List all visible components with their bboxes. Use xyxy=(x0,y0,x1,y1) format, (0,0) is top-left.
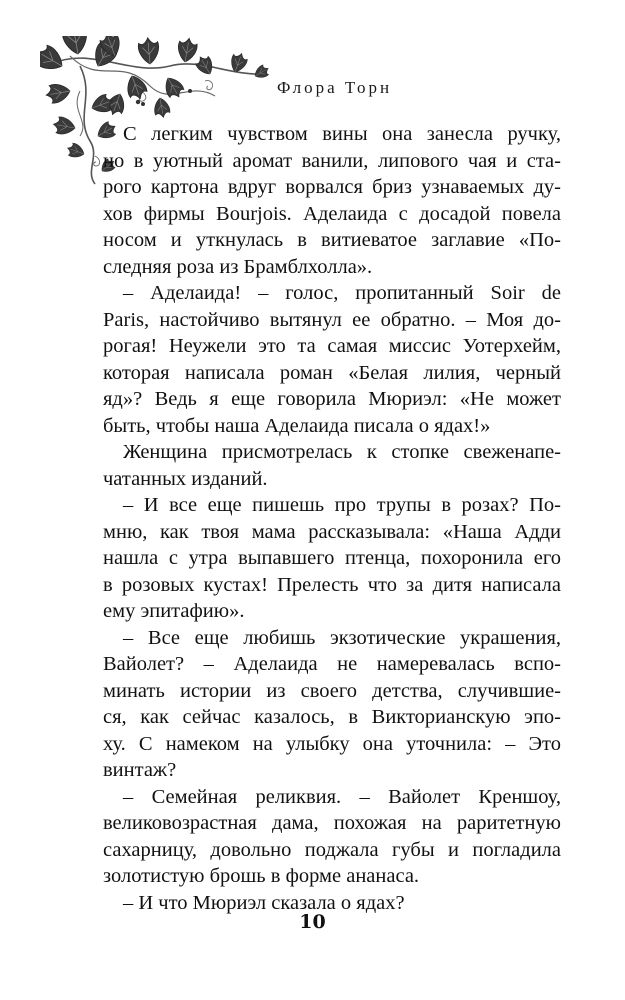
text-line: ху. С намеком на улыбку она уточнила: – Это xyxy=(103,732,561,755)
text-line: Paris, настойчиво вытянул ее обратно. – Моя до- xyxy=(103,308,561,331)
text-line: – Аделаида! – голос, пропитанный Soir de xyxy=(123,282,561,304)
text-line: – И что Мюриэл сказала о ядах? xyxy=(123,891,405,914)
text-line: чатанных изданий. xyxy=(103,467,268,490)
text-line: ся, как сейчас казалось, в Викторианскую эпо- xyxy=(103,706,561,728)
text-line: которая написала роман «Белая лилия, черный xyxy=(103,361,561,384)
text-line: мню, как твоя мама рассказывала: «Наша Адди xyxy=(103,520,561,543)
text-line: винтаж? xyxy=(103,759,177,781)
text-line: сахарницу, довольно поджала губы и погладила xyxy=(103,838,561,861)
text-line: великовозрастная дама, похожая на раритетную xyxy=(103,812,561,834)
text-line: С легким чувством вины она занесла ручку, xyxy=(123,123,561,145)
text-line: ему эпитафию». xyxy=(103,600,245,622)
running-head-author: Флора Торн xyxy=(277,78,393,97)
text-line: минать истории из своего детства, случившие- xyxy=(103,679,561,702)
text-line: быть, чтобы наша Аделаида писала о ядах!» xyxy=(103,414,491,437)
text-line: носом и уткнулась в витиеватое заглавие «По- xyxy=(103,229,561,251)
text-line: следняя роза из Брамблхолла». xyxy=(103,255,373,278)
text-line: в розовых кустах! Прелесть что за дитя написала xyxy=(103,573,561,596)
text-line: рогая! Неужели это та самая миссис Уотерхейм, xyxy=(103,335,561,357)
body-text xyxy=(103,121,561,916)
text-line: золотистую брошь в форме ананаса. xyxy=(103,865,420,887)
text-line: Женщина присмотрелась к стопке свеженапе- xyxy=(123,441,561,463)
text-line: нашла с утра выпавшего птенца, похоронила его xyxy=(103,547,561,569)
page-number: 10 xyxy=(299,911,326,933)
text-line: яд»? Ведь я еще говорила Мюриэл: «Не может xyxy=(103,388,561,410)
text-line: – Семейная реликвия. – Вайолет Креншоу, xyxy=(123,785,561,808)
text-line: Вайолет? – Аделаида не намеревалась вспо- xyxy=(103,653,561,675)
text-line: но в уютный аромат ванили, липового чая и ста- xyxy=(103,149,561,172)
text-line: – И все еще пишешь про трупы в розах? По- xyxy=(123,494,561,516)
text-line: рого картона вдруг ворвался бриз узнаваемых ду- xyxy=(103,176,561,198)
text-line: – Все еще любишь экзотические украшения, xyxy=(123,626,561,649)
text-line: хов фирмы Bourjois. Аделаида с досадой повела xyxy=(103,202,561,225)
